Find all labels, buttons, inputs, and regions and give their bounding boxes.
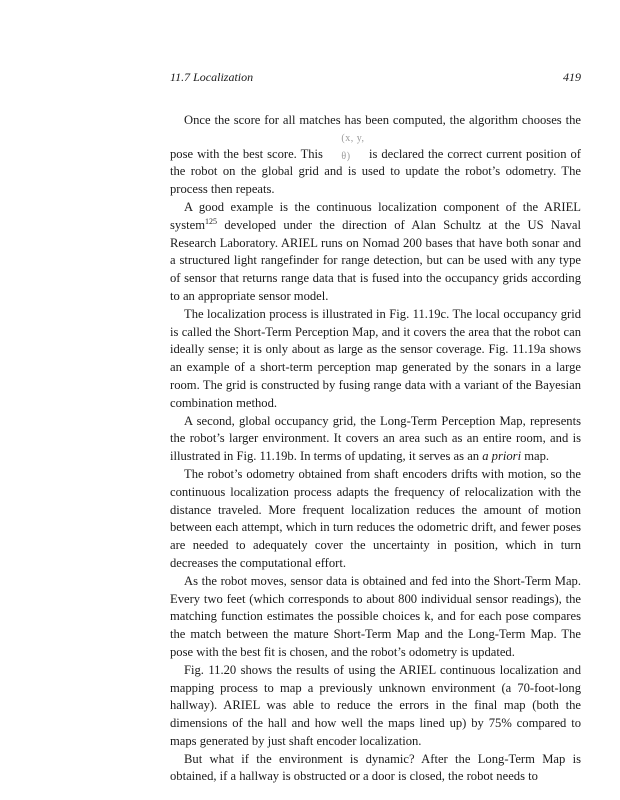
paragraph-ariel-intro: A good example is the continuous localization component of the ARIEL system$^{125}$ developed under the direction of Alan Schultz at the US Naval Research Laboratory. ARIEL runs on Nomad 200 bases that have both sonar and a structured light rangefinder for range detection, but can be used with any type of sensor that returns range data that is fused into the occupancy grids according to an appropriate sensor model. <box>170 199 581 303</box>
citation-superscript: 125 <box>204 216 217 226</box>
page-body <box>170 112 581 786</box>
paragraph-dynamic-environment: But what if the environment is dynamic? After the Long-Term Map is obtained, if a hallway is obstructed or a door is closed, the robot needs to <box>170 751 581 784</box>
paragraph-odometry-drift: The robot’s odometry obtained from shaft encoders drifts with motion, so the continuous localization process adapts the frequency of relocalization with the distance traveled. More frequent localization reduces the amount of motion between each attempt, which in turn reduces the odometric drift, and fewer poses are needed to adequately cover the uncertainty in position, which in turn decreases the computational effort. <box>170 466 581 570</box>
paragraph-long-term-map: A second, global occupancy grid, the Long-Term Perception Map, represents the robot’s larger environment. It covers an area such as an entire room, and is illustrated in Fig. 11.19b. In terms of updating, it serves as an a priori map. <box>170 413 581 464</box>
page-number: 419 <box>563 70 581 84</box>
section-title: 11.7 Localization <box>170 70 254 84</box>
paragraph-short-term-map: The localization process is illustrated in Fig. 11.19c. The local occupancy grid is called the Short-Term Perception Map, and it covers the area that the robot can ideally sense; it is only about as large as the sensor coverage. Fig. 11.19a shows an example of a short-term perception map generated by the sonars in a large room. The grid is constructed by fusing range data with a variant of the Bayesian combination method. <box>170 306 581 410</box>
paragraph-matching: As the robot moves, sensor data is obtained and fed into the Short-Term Map. Every two feet (which corresponds to about 800 individual sensor readings), the matching function estimates the possible choices k, and for each pose compares the match between the mature Short-Term Map and the Long-Term Map. The pose with the best fit is chosen, and the robot’s odometry is updated. <box>170 573 581 659</box>
paragraph-pose-selection: Once the score for all matches has been computed, the algorithm chooses the pose with the best score. This (x, y, θ) is declared the correct current position of the robot on the global grid and is used to update the robot’s odometry. The process then repeats. <box>170 113 582 197</box>
pose-formula: (x, y, θ) <box>341 132 365 162</box>
paragraph-results: Fig. 11.20 shows the results of using the ARIEL continuous localization and mapping process to map a previously unknown environment (a 70-foot-long hallway). ARIEL was able to reduce the errors in the final map (both the dimensions of the hall and how well the maps lined up) by 75% compared to maps generated by just shaft encoder localization. <box>170 662 581 748</box>
running-header <box>170 70 581 86</box>
